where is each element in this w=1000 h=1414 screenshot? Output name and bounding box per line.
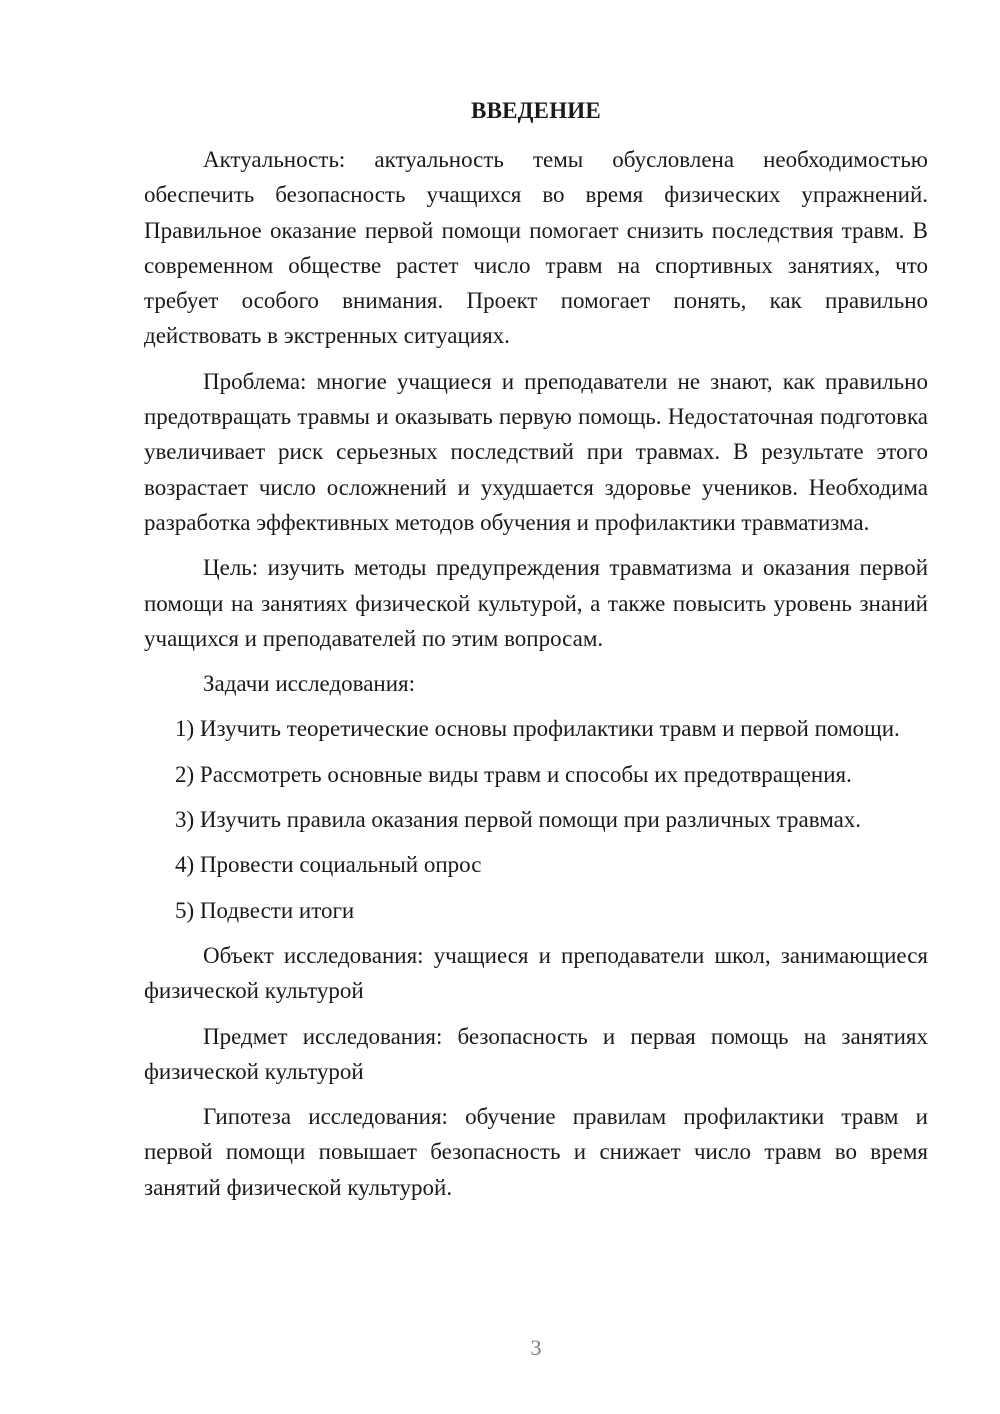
subject-paragraph: Предмет исследования: безопасность и первая помощь на занятиях физической культурой [144, 1023, 928, 1084]
tasks-title: Задачи исследования: [203, 671, 416, 697]
task-item-3: 3) Изучить правила оказания первой помощи при различных травмах. [175, 807, 862, 833]
task-item-1: 1) Изучить теоретические основы профилактики травм и первой помощи. [175, 716, 900, 742]
task-item-4: 4) Провести социальный опрос [175, 852, 482, 878]
relevance-paragraph: Актуальность: актуальность темы обусловлена необходимостью обеспечить безопасность учащихся во время физических упражнений. Правильное оказание первой помощи помогает снизить последствия травм. В современном обществе растет число травм на спортивных занятиях, что требует особого внимания. Проект помогает понять, как правильно действовать в экстренных ситуациях. [144, 147, 928, 349]
task-item-5: 5) Подвести итоги [175, 897, 355, 923]
goal-paragraph: Цель: изучить методы предупреждения травматизма и оказания первой помощи на занятиях физической культурой, а также повысить уровень знаний учащихся и преподавателей по этим вопросам. [144, 555, 928, 651]
page-number: 3 [530, 1335, 542, 1360]
body-text [144, 142, 928, 1215]
task-item-2: 2) Рассмотреть основные виды травм и способы их предотвращения. [175, 761, 852, 787]
hypothesis-paragraph: Гипотеза исследования: обучение правилам профилактики травм и первой помощи повышает безопасность и снижает число травм во время занятий физической культурой. [144, 1104, 928, 1200]
problem-paragraph: Проблема: многие учащиеся и преподаватели не знают, как правильно предотвращать травмы и оказывать первую помощь. Недостаточная подготовка увеличивает риск серьезных последствий при травмах. В результате этого возрастает число осложнений и ухудшается здоровье учеников. Необходима разработка эффективных методов обучения и профилактики травматизма. [144, 368, 928, 535]
object-paragraph: Объект исследования: учащиеся и преподаватели школ, занимающиеся физической культурой [144, 942, 928, 1004]
page-title: ВВЕДЕНИЕ [471, 98, 601, 123]
